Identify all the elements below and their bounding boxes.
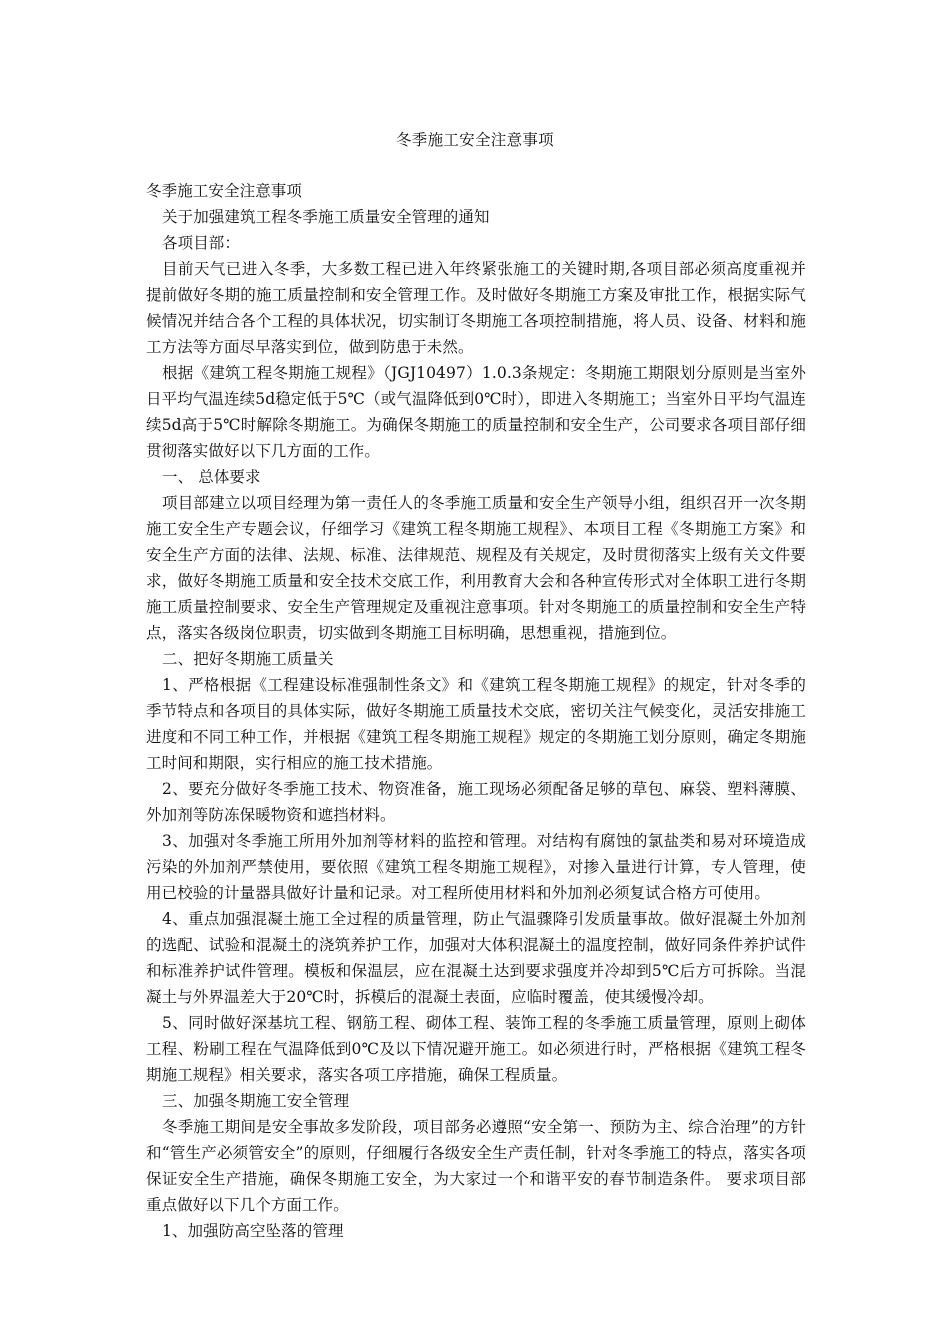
list-item: 3、加强对冬季施工所用外加剂等材料的监控和管理。对结构有腐蚀的氯盐类和易对环境造成污染的外加剂严禁使用，要依照《建筑工程冬期施工规程》，对掺入量进行计算，专人管理，使用已校验的计量器具做好计量和记录。对工程所使用材料和外加剂必须复试合格方可使用。 (146, 832, 806, 902)
list-item: 2、要充分做好冬季施工技术、物资准备，施工现场必须配备足够的草包、麻袋、塑料薄膜、外加剂等防冻保暖物资和遮挡材料。 (146, 780, 806, 824)
list-item: 5、同时做好深基坑工程、钢筋工程、砌体工程、装饰工程的冬季施工质量管理，原则上砌体工程、粉刷工程在气温降低到0℃及以下情况避开施工。如必须进行时，严格根据《建筑工程冬期施工规程》相关要求，落实各项工序措施，确保工程质量。 (146, 1014, 806, 1084)
paragraph: 目前天气已进入冬季，大多数工程已进入年终紧张施工的关键时期,各项目部必须高度重视并提前做好冬期的施工质量控制和安全管理工作。及时做好冬期施工方案及审批工作，根据实际气候情况并结合各个工程的具体状况，切实制订冬期施工各项控制措施，将人员、设备、材料和施工方法等方面尽早落实到位，做到防患于未然。 (146, 260, 806, 356)
section-heading: 三、加强冬期施工安全管理 (162, 1092, 350, 1110)
section-heading: 一、 总体要求 (162, 468, 261, 486)
list-item: 4、重点加强混凝土施工全过程的质量管理，防止气温骤降引发质量事故。做好混凝土外加剂的选配、试验和混凝土的浇筑养护工作，加强对大体积混凝土的温度控制，做好同条件养护试件和标准养护试件管理。模板和保温层，应在混凝土达到要求强度并冷却到5℃后方可拆除。当混凝土与外界温差大于20℃时，拆模后的混凝土表面，应临时覆盖，使其缓慢冷却。 (146, 910, 806, 1006)
notice-title: 关于加强建筑工程冬季施工质量安全管理的通知 (162, 208, 490, 226)
document-body (146, 178, 806, 1244)
document-title: 冬季施工安全注意事项 (395, 131, 554, 149)
list-item: 1、严格根据《工程建设标准强制性条文》和《建筑工程冬期施工规程》的规定，针对冬季的季节特点和各项目的具体实际，做好冬期施工质量技术交底，密切关注气候变化，灵活安排施工进度和不同工种工作，并根据《建筑工程冬期施工规程》规定的冬期施工划分原则，确定冬期施工时间和期限，实行相应的施工技术措施。 (146, 676, 806, 772)
paragraph: 冬季施工期间是安全事故多发阶段，项目部务必遵照“安全第一、预防为主、综合治理”的方针和“管生产必须管安全”的原则，仔细履行各级安全生产责任制，针对冬季施工的特点，落实各项保证安全生产措施，确保冬期施工安全，为大家过一个和谐平安的春节制造条件。 要求项目部重点做好以下几个方面工作。 (146, 1118, 806, 1214)
list-item: 1、加强防高空坠落的管理 (162, 1222, 344, 1240)
paragraph: 项目部建立以项目经理为第一责任人的冬季施工质量和安全生产领导小组，组织召开一次冬期施工安全生产专题会议，仔细学习《建筑工程冬期施工规程》、本项目工程《冬期施工方案》和安全生产方面的法律、法规、标准、法律规范、规程及有关规定，及时贯彻落实上级有关文件要求，做好冬期施工质量和安全技术交底工作，利用教育大会和各种宣传形式对全体职工进行冬期施工质量控制要求、安全生产管理规定及重视注意事项。针对冬期施工的质量控制和安全生产特点，落实各级岗位职责，切实做到冬期施工目标明确，思想重视，措施到位。 (146, 494, 806, 642)
body-heading: 冬季施工安全注意事项 (146, 182, 303, 200)
section-heading: 二、把好冬期施工质量关 (162, 650, 334, 668)
salutation: 各项目部： (162, 234, 241, 252)
paragraph: 根据《建筑工程冬期施工规程》（JGJ10497）1.0.3条规定：冬期施工期限划分原则是当室外日平均气温连续5d稳定低于5℃（或气温降低到0℃时），即进入冬期施工；当室外日平均气温连续5d高于5℃时解除冬期施工。为确保冬期施工的质量控制和安全生产，公司要求各项目部仔细贯彻落实做好以下几方面的工作。 (146, 364, 806, 460)
